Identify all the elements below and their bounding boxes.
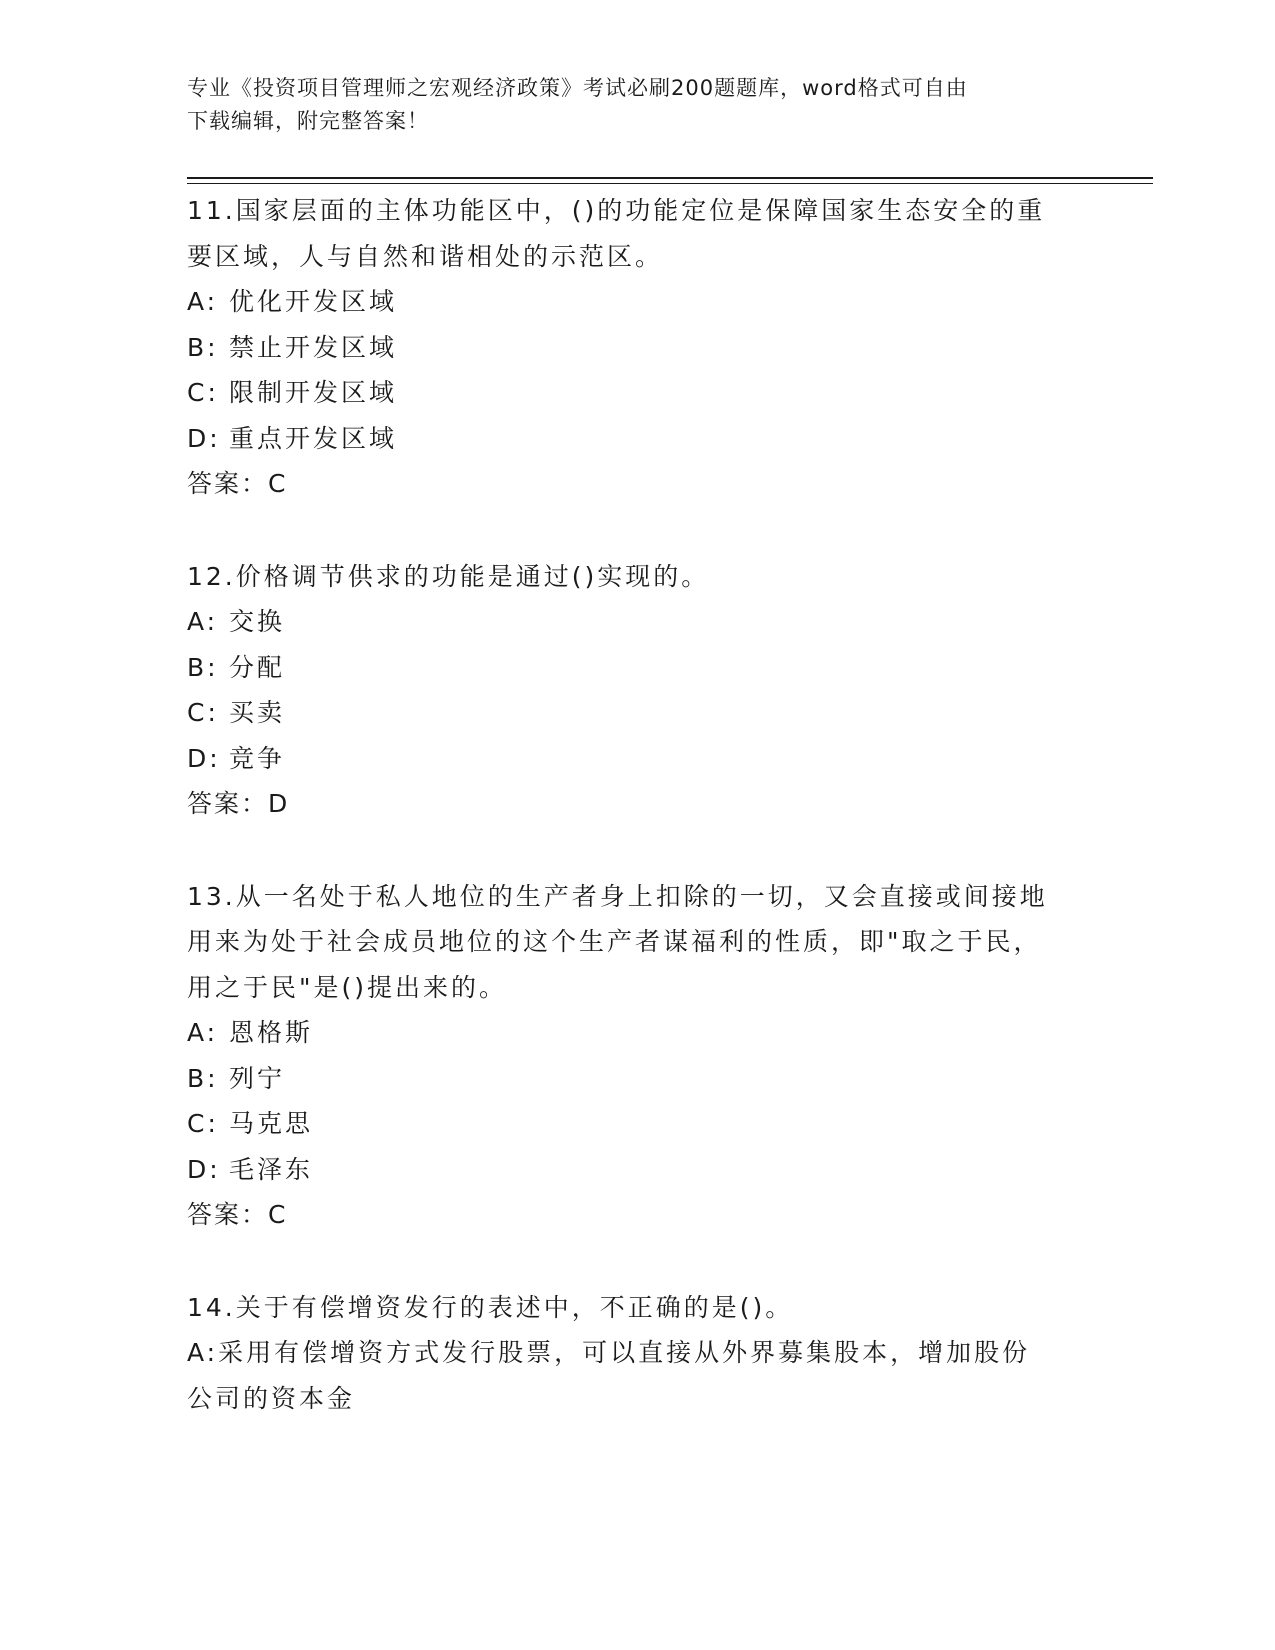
option-d	[187, 736, 1087, 782]
header-line-2: 下载编辑，附完整答案！	[187, 109, 429, 133]
question-text-line: 12.价格调节供求的功能是通过()实现的。	[187, 561, 710, 591]
option-text: 采用有偿增资方式发行股票，可以直接从外界募集股本，增加股份	[218, 1338, 1031, 1367]
question-text-line: 11.国家层面的主体功能区中，()的功能定位是保障国家生态安全的重	[187, 196, 1046, 225]
option-b	[187, 325, 1087, 371]
option-text: 限制开发区域	[229, 378, 398, 407]
option-a	[187, 599, 1087, 645]
question-14	[187, 1285, 1087, 1422]
option-d	[187, 416, 1087, 462]
question-text-line: 用之于民"是()提出来的。	[187, 972, 508, 1002]
option-key: C:	[187, 1109, 219, 1138]
option-text: 优化开发区域	[229, 287, 398, 316]
option-text: 交换	[229, 607, 286, 636]
option-text: 重点开发区域	[229, 423, 398, 453]
answer-line: 答案：C	[187, 1200, 288, 1229]
option-a	[187, 1330, 1087, 1376]
header-line-1: 专业《投资项目管理师之宏观经济政策》考试必刷200题题库，word格式可自由	[187, 76, 968, 100]
document-header	[187, 72, 1087, 138]
option-c	[187, 690, 1087, 736]
option-key: B:	[187, 332, 219, 362]
option-c	[187, 1101, 1087, 1147]
question-11	[187, 188, 1087, 507]
answer-line: 答案：C	[187, 469, 288, 498]
header-rule-thin	[187, 183, 1153, 184]
option-d	[187, 1147, 1087, 1193]
option-text: 恩格斯	[229, 1018, 314, 1047]
option-text: 马克思	[229, 1109, 314, 1138]
question-text-line: 用来为处于社会成员地位的这个生产者谋福利的性质，即"取之于民，	[187, 927, 1042, 956]
option-text: 竞争	[229, 743, 286, 773]
option-key: C:	[187, 378, 219, 407]
question-12	[187, 554, 1087, 827]
option-b	[187, 645, 1087, 691]
option-text: 列宁	[229, 1063, 286, 1093]
option-key: A:	[187, 1018, 219, 1047]
question-text-line: 要区域，人与自然和谐相处的示范区。	[187, 241, 664, 271]
option-key: A:	[187, 1338, 219, 1367]
question-list	[187, 188, 1087, 1468]
question-text-line: 13.从一名处于私人地位的生产者身上扣除的一切，又会直接或间接地	[187, 881, 1048, 911]
option-key: C:	[187, 698, 219, 727]
option-key: B:	[187, 1063, 219, 1093]
answer-line: 答案：D	[187, 789, 290, 818]
option-c	[187, 370, 1087, 416]
option-key: D:	[187, 423, 221, 453]
option-a	[187, 1010, 1087, 1056]
option-key: A:	[187, 287, 219, 316]
option-key: B:	[187, 652, 219, 682]
option-text: 禁止开发区域	[229, 332, 398, 362]
option-text: 买卖	[229, 698, 286, 727]
option-text: 毛泽东	[229, 1154, 314, 1184]
option-a	[187, 279, 1087, 325]
question-text-line: 14.关于有偿增资发行的表述中，不正确的是()。	[187, 1292, 794, 1322]
option-b	[187, 1056, 1087, 1102]
option-key: D:	[187, 743, 221, 773]
option-key: D:	[187, 1154, 221, 1184]
option-text-continuation: 公司的资本金	[187, 1383, 356, 1413]
option-text: 分配	[229, 652, 286, 682]
question-13	[187, 874, 1087, 1238]
option-key: A:	[187, 607, 219, 636]
header-rule-thick	[187, 177, 1153, 179]
